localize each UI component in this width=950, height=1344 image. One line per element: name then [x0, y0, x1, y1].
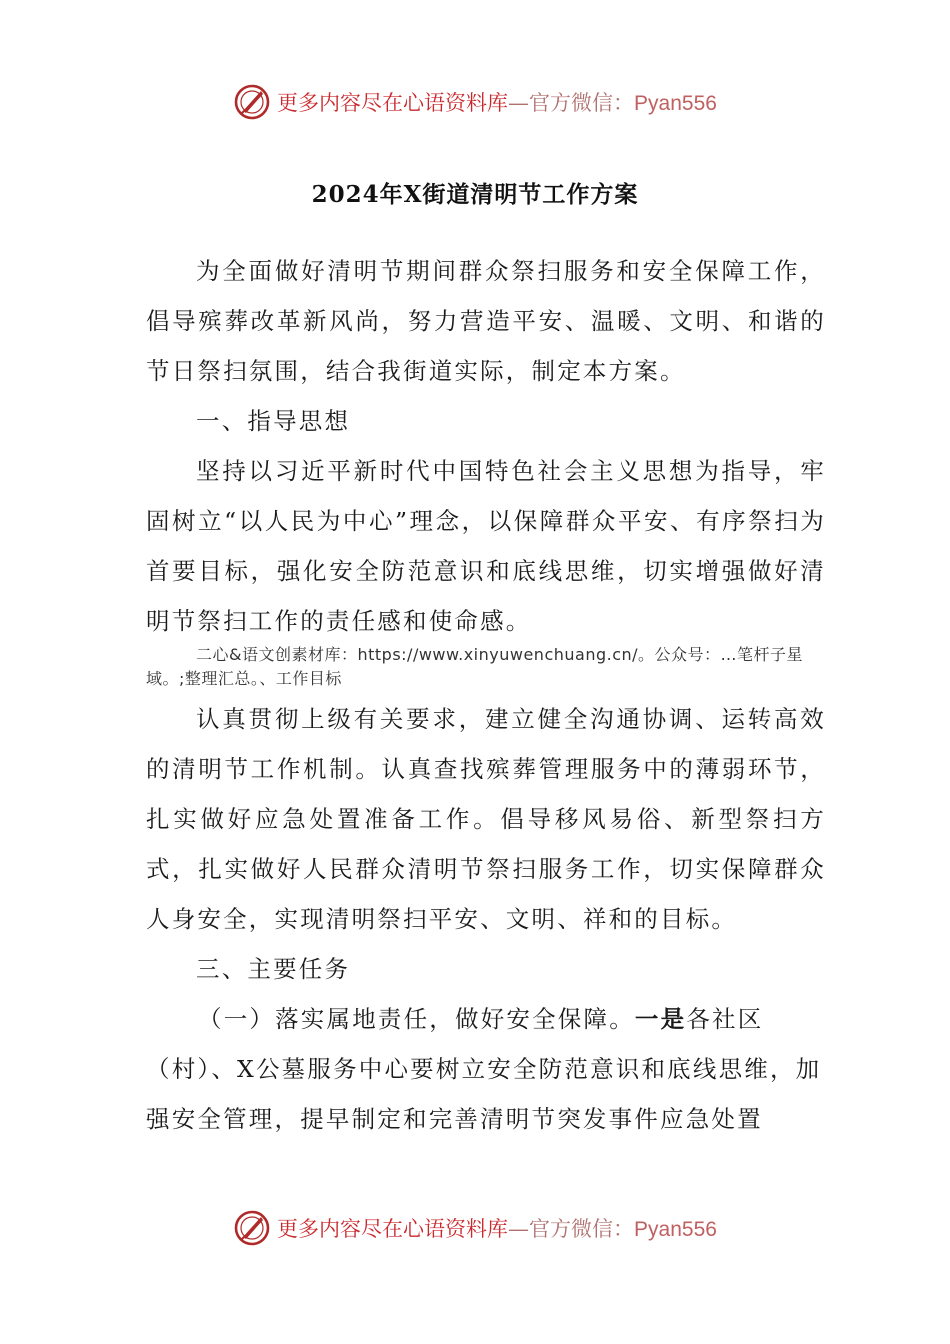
banner-wechat-label: 官方微信：: [529, 91, 635, 115]
banner-wechat-id: Pyan556: [634, 92, 717, 115]
section1-heading: 一、指导思想: [196, 407, 351, 435]
section2-paragraph: 认真贯彻上级有关要求，建立健全沟通协调、运转高效的清明节工作机制。认真查找殡葬管理服务中的薄弱环节，扎实做好应急处置准备工作。倡导移风易俗、新型祭扫方式，扎实做好人民群众清明节祭扫服务工作，切实保障群众人身安全，实现清明祭扫平安、文明、祥和的目标。: [146, 705, 826, 933]
header-banner: [0, 82, 950, 122]
section1-paragraph: 坚持以习近平新时代中国特色社会主义思想为指导，牢固树立“以人民为中心”理念，以保障群众平安、有序祭扫为首要目标，强化安全防范意识和底线思维，切实增强做好清明节祭扫工作的责任感和使命感。: [146, 457, 826, 635]
banner-text: [277, 87, 717, 117]
document-body-part1: [146, 246, 826, 646]
banner-main-text: 更多内容尽在心语资料库: [277, 91, 509, 115]
banner-dash: —: [508, 1217, 530, 1241]
banner-wechat-label: 官方微信：: [529, 1217, 635, 1241]
intro-paragraph: 为全面做好清明节期间群众祭扫服务和安全保障工作，倡导殡葬改革新风尚，努力营造平安、温暖、文明、和谐的节日祭扫氛围，结合我街道实际，制定本方案。: [146, 257, 826, 385]
document-body-part2: [146, 694, 826, 1144]
sub1-text: 各社区（村）、X公墓服务中心要树立安全防范意识和底线思维，加强安全管理，提早制定和完善清明节突发事件应急处置: [146, 1005, 822, 1133]
footer-banner: [0, 1208, 950, 1248]
quill-seal-icon: [233, 83, 271, 121]
banner-main-text: 更多内容尽在心语资料库: [277, 1217, 509, 1241]
banner-dash: —: [508, 91, 530, 115]
quill-seal-icon: [233, 1209, 271, 1247]
banner-text: [277, 1213, 717, 1243]
section3-sub1-paragraph: [146, 994, 826, 1144]
document-title: 2024年X街道清明节工作方案: [311, 181, 639, 208]
sub1-lead: （一）落实属地责任，做好安全保障。: [198, 1005, 635, 1033]
section3-heading: 三、主要任务: [196, 955, 351, 983]
banner-wechat-id: Pyan556: [634, 1218, 717, 1241]
watermark-source-line: 二心&语文创素材库：https://www.xinyuwenchuang.cn/。公众号：…笔杆子星域。;整理汇总。、工作目标: [146, 645, 804, 688]
sub1-bold: 一是: [634, 1005, 687, 1033]
